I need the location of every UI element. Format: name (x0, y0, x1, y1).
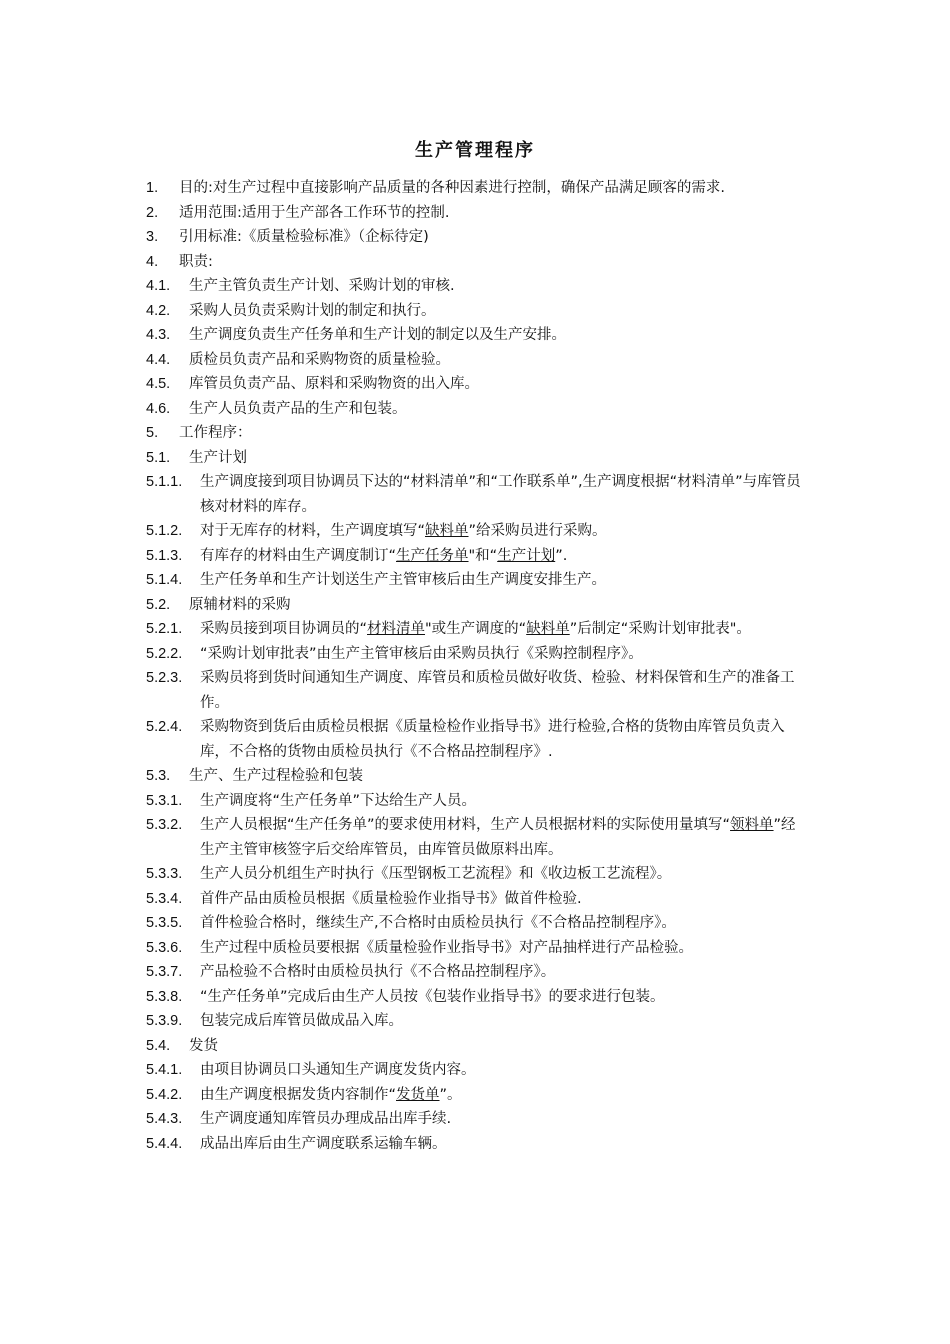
list-item (146, 470, 810, 519)
item-number: 5.2. (146, 596, 171, 613)
underlined-form-name: 缺料单 (526, 621, 570, 637)
text-segment: 生产过程中质检员要根据《质量检验作业指导书》对产品抽样进行产品检验。 (200, 939, 693, 956)
list-item (146, 960, 810, 985)
item-number: 5.4.3. (146, 1111, 183, 1127)
text-segment: 发货 (189, 1037, 218, 1054)
text-segment: ”。 (439, 1086, 462, 1103)
item-number: 5.1.4. (146, 572, 183, 588)
text-segment: 采购员接到项目协调员的“ (200, 621, 368, 637)
item-text (189, 372, 810, 397)
item-number: 5.3.2. (146, 817, 183, 833)
underlined-form-name: 发货单 (396, 1086, 440, 1103)
item-number: 5.1. (146, 449, 171, 466)
list-item (146, 911, 810, 936)
item-number: 5.3.7. (146, 964, 183, 980)
text-segment: 包装完成后库管员做成品入库。 (200, 1013, 403, 1029)
list-item (146, 1083, 810, 1108)
list-item (146, 176, 810, 201)
text-segment: 库管员负责产品、原料和采购物资的出入库。 (189, 376, 479, 392)
list-item (146, 862, 810, 887)
list-item (146, 568, 810, 593)
text-segment: 采购物资到货后由质检员根据《质量检检作业指导书》进行检验,合格的货物由库管员负责入库，不合格的货物由质检员执行《不合格品控制程序》. (200, 719, 785, 760)
item-text (200, 789, 810, 814)
item-number: 4.1. (146, 278, 171, 294)
item-text (200, 960, 810, 985)
list-item (146, 274, 810, 299)
list-item (146, 813, 810, 862)
text-segment: "和“ (468, 547, 498, 564)
underlined-form-name: 生产计划 (497, 547, 556, 564)
item-number: 5.3.3. (146, 866, 183, 882)
item-number: 5.3.1. (146, 792, 183, 809)
text-segment: 采购员将到货时间通知生产调度、库管员和质检员做好收货、检验、材料保管和生产的准备工作。 (200, 670, 795, 711)
item-number: 5.2.3. (146, 670, 183, 686)
text-segment: 原辅材料的采购 (189, 596, 291, 613)
item-number: 5.3.6. (146, 939, 183, 956)
text-segment: 由生产调度根据发货内容制作“ (200, 1086, 397, 1103)
list-item (146, 936, 810, 961)
item-number: 5.1.1. (146, 474, 183, 490)
item-text (200, 862, 810, 887)
text-segment: 成品出库后由生产调度联系运输车辆。 (200, 1135, 447, 1152)
list-item (146, 593, 810, 618)
underlined-form-name: 材料清单 (367, 621, 426, 637)
list-item (146, 1107, 810, 1132)
list-item (146, 323, 810, 348)
text-segment: 生产人员负责产品的生产和包装。 (189, 400, 407, 417)
text-segment: ”给采购员进行采购。 (468, 523, 607, 539)
text-segment: 生产计划 (189, 449, 247, 466)
text-segment: 生产调度通知库管员办理成品出库手续. (200, 1111, 452, 1127)
text-segment: 生产任务单和生产计划送生产主管审核后由生产调度安排生产。 (200, 572, 606, 588)
item-text (200, 519, 810, 544)
text-segment: 生产主管负责生产计划、采购计划的审核. (189, 278, 455, 294)
text-segment: 生产调度接到项目协调员下达的“材料清单”和“工作联系单”,生产调度根据“材料清单”与库管员核对材料的库存。 (200, 474, 801, 515)
item-number: 5.3. (146, 768, 171, 784)
item-number: 4.4. (146, 351, 171, 368)
list-item (146, 519, 810, 544)
item-text (200, 666, 810, 715)
item-text (200, 1058, 810, 1083)
text-segment: 生产调度负责生产任务单和生产计划的制定以及生产安排。 (189, 327, 566, 343)
text-segment: ”经生产主管审核签字后交给库管员，由库管员做原料出库。 (200, 817, 796, 858)
list-item (146, 789, 810, 814)
underlined-form-name: 缺料单 (425, 523, 469, 539)
item-number: 5.4. (146, 1037, 171, 1054)
item-number: 5.1.3. (146, 547, 183, 564)
list-item (146, 421, 810, 446)
item-text (200, 813, 810, 862)
text-segment: 生产、生产过程检验和包装 (189, 768, 363, 784)
text-segment: 目的:对生产过程中直接影响产品质量的各种因素进行控制，确保产品满足顾客的需求. (179, 180, 725, 196)
list-item (146, 250, 810, 275)
item-text (200, 1132, 810, 1157)
item-text (200, 617, 810, 642)
item-number: 4.5. (146, 376, 171, 392)
list-item (146, 617, 810, 642)
text-segment: 采购人员负责采购计划的制定和执行。 (189, 302, 436, 319)
list-item (146, 544, 810, 569)
text-segment: ”后制定“采购计划审批表"。 (569, 621, 751, 637)
list-item (146, 1034, 810, 1059)
item-text (200, 887, 810, 912)
text-segment: "或生产调度的“ (425, 621, 527, 637)
list-item (146, 446, 810, 471)
text-segment: 产品检验不合格时由质检员执行《不合格品控制程序》。 (200, 964, 556, 980)
item-text (179, 176, 810, 201)
item-text (189, 764, 810, 789)
text-segment: ”. (555, 547, 568, 564)
list-item (146, 666, 810, 715)
item-number: 4.3. (146, 327, 171, 343)
item-text (200, 985, 810, 1010)
document-title: 生产管理程序 (415, 140, 535, 161)
item-number: 2. (146, 204, 159, 221)
item-text (200, 642, 810, 667)
item-text (189, 397, 810, 422)
text-segment: “生产任务单”完成后由生产人员按《包装作业指导书》的要求进行包装。 (200, 988, 665, 1005)
underlined-form-name: 生产任务单 (396, 547, 469, 564)
list-item (146, 201, 810, 226)
text-segment: 生产调度将“生产任务单”下达给生产人员。 (200, 792, 477, 809)
item-text (179, 201, 810, 226)
item-text (200, 936, 810, 961)
item-number: 5.4.4. (146, 1135, 183, 1152)
item-number: 5.2.1. (146, 621, 183, 637)
item-number: 5.4.2. (146, 1086, 183, 1103)
list-item (146, 348, 810, 373)
text-segment: 对于无库存的材料，生产调度填写“ (200, 523, 426, 539)
item-text (200, 470, 810, 519)
item-text (200, 1107, 810, 1132)
procedure-list (146, 176, 810, 1156)
item-text (179, 225, 810, 250)
text-segment: 职责: (179, 253, 213, 270)
item-text (189, 446, 810, 471)
item-number: 4. (146, 253, 159, 270)
text-segment: 首件检验合格时，继续生产,不合格时由质检员执行《不合格品控制程序》。 (200, 915, 676, 931)
item-text (179, 250, 810, 275)
text-segment: 生产人员根据“生产任务单”的要求使用材料，生产人员根据材料的实际使用量填写“ (200, 817, 731, 833)
list-item (146, 715, 810, 764)
item-number: 5.3.8. (146, 988, 183, 1005)
item-number: 5.2.2. (146, 645, 183, 662)
text-segment: 工作程序： (179, 425, 252, 441)
list-item (146, 299, 810, 324)
list-item (146, 1009, 810, 1034)
item-text (189, 1034, 810, 1059)
underlined-form-name: 领料单 (730, 817, 774, 833)
list-item (146, 1132, 810, 1157)
item-number: 5. (146, 425, 159, 441)
item-text (189, 593, 810, 618)
item-text (189, 299, 810, 324)
item-text (200, 1009, 810, 1034)
item-number: 3. (146, 229, 159, 245)
item-number: 4.2. (146, 302, 171, 319)
list-item (146, 764, 810, 789)
text-segment: 引用标准:《质量检验标准》（企标待定) (179, 229, 429, 245)
item-text (189, 274, 810, 299)
item-text (200, 911, 810, 936)
text-segment: 适用范围:适用于生产部各工作环节的控制. (179, 204, 450, 221)
item-number: 5.4.1. (146, 1062, 183, 1078)
text-segment: 由项目协调员口头通知生产调度发货内容。 (200, 1062, 476, 1078)
item-text (189, 323, 810, 348)
text-segment: 首件产品由质检员根据《质量检验作业指导书》做首件检验. (200, 890, 582, 907)
item-number: 5.3.4. (146, 890, 183, 907)
item-number: 1. (146, 180, 159, 196)
item-number: 5.3.9. (146, 1013, 183, 1029)
item-text (200, 568, 810, 593)
item-number: 5.3.5. (146, 915, 183, 931)
text-segment: 质检员负责产品和采购物资的质量检验。 (189, 351, 450, 368)
item-number: 4.6. (146, 400, 171, 417)
item-number: 5.2.4. (146, 719, 183, 735)
list-item (146, 1058, 810, 1083)
list-item (146, 985, 810, 1010)
list-item (146, 887, 810, 912)
text-segment: 有库存的材料由生产调度制订“ (200, 547, 397, 564)
item-text (200, 715, 810, 764)
item-text (200, 544, 810, 569)
text-segment: 生产人员分机组生产时执行《压型钢板工艺流程》和《收边板工艺流程》。 (200, 866, 672, 882)
list-item (146, 372, 810, 397)
item-text (189, 348, 810, 373)
item-text (179, 421, 810, 446)
list-item (146, 397, 810, 422)
list-item (146, 642, 810, 667)
list-item (146, 225, 810, 250)
text-segment: “采购计划审批表”由生产主管审核后由采购员执行《采购控制程序》。 (200, 645, 643, 662)
item-text (200, 1083, 810, 1108)
item-number: 5.1.2. (146, 523, 183, 539)
